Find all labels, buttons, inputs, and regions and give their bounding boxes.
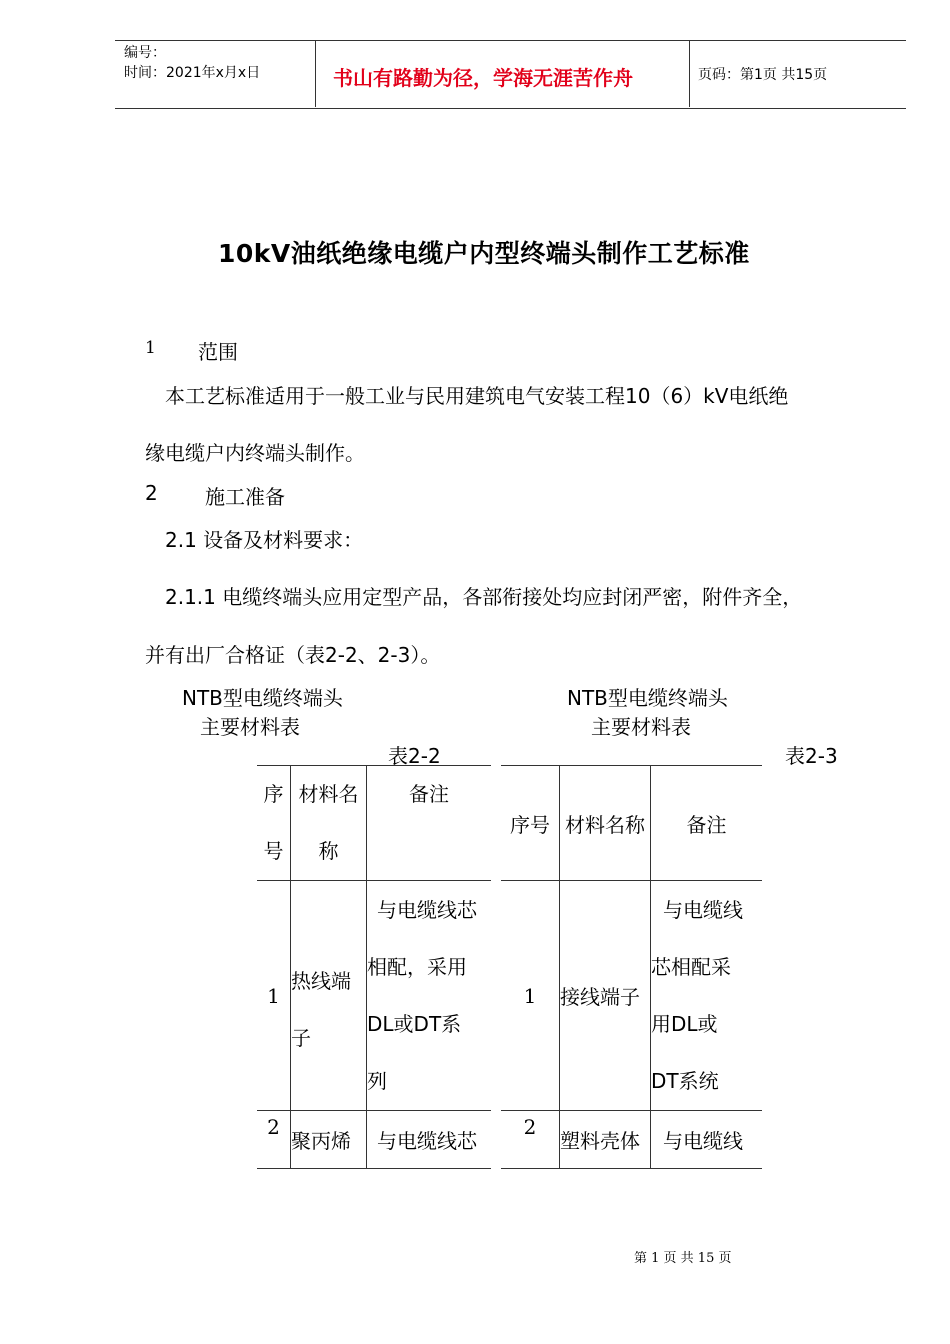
header-no: 序号 xyxy=(510,812,550,837)
header-no: 序 号 xyxy=(263,782,284,863)
motto: 书山有路勤为径，学海无涯苦作舟 xyxy=(333,66,633,90)
row1-note: 与电缆线芯 相配，采用 DL或DT系 列 xyxy=(367,881,492,1111)
header-name: 材料名称 xyxy=(560,766,651,881)
header-note: 备注 xyxy=(367,766,492,881)
header-divider xyxy=(689,40,690,107)
row2-no: 2 xyxy=(523,1115,537,1139)
table-row xyxy=(501,881,762,1111)
row1-name: 热线端 子 xyxy=(291,881,367,1111)
section-2-number: 2 xyxy=(145,481,158,505)
time-label: 时间：2021年x月x日 xyxy=(124,65,261,81)
row1-note: 与电缆线 芯相配采 用DL或 DT系统 xyxy=(651,881,763,1111)
section-1-number: 1 xyxy=(145,338,156,358)
material-table-2-3 xyxy=(501,765,762,1169)
row2-no: 2 xyxy=(267,1115,280,1139)
section-2-1-1-line2: 并有出厂合格证（表2-2、2-3）。 xyxy=(145,643,441,667)
section-1-text-line1: 本工艺标准适用于一般工业与民用建筑电气安装工程10（6）kV电纸绝 xyxy=(165,384,789,408)
material-table-2-2 xyxy=(257,765,491,1169)
row2-note: 与电缆线 xyxy=(651,1111,763,1169)
table-2-3-caption-line1: NTB型电缆终端头 xyxy=(567,686,728,710)
row2-name: 塑料壳体 xyxy=(560,1111,651,1169)
section-1-title: 范围 xyxy=(198,340,238,364)
row2-note: 与电缆线芯 xyxy=(367,1111,492,1169)
section-1-text-line2: 缘电缆户内终端头制作。 xyxy=(145,441,365,465)
table-2-2-label: 表2-2 xyxy=(388,744,441,768)
page-footer: 第 1 页 共 15 页 xyxy=(634,1251,732,1266)
header-note: 备注 xyxy=(651,766,763,881)
table-row xyxy=(257,1111,491,1169)
table-2-2-caption-line2: 主要材料表 xyxy=(200,715,300,739)
row1-name: 接线端子 xyxy=(560,881,651,1111)
page-info: 页码：第1页 共15页 xyxy=(698,67,828,83)
number-label: 编号： xyxy=(124,45,166,61)
section-2-title: 施工准备 xyxy=(205,485,285,509)
section-2-1-1-line1: 2.1.1 电缆终端头应用定型产品，各部衔接处均应封闭严密，附件齐全， xyxy=(165,585,803,609)
table-2-2-caption-line1: NTB型电缆终端头 xyxy=(182,686,343,710)
table-row xyxy=(257,881,491,1111)
header-name: 材料名 称 xyxy=(291,766,367,881)
table-2-3-label: 表2-3 xyxy=(785,744,838,768)
table-header-row xyxy=(257,766,491,881)
table-2-3-caption-line2: 主要材料表 xyxy=(591,715,691,739)
page-title: 10kV油纸绝缘电缆户内型终端头制作工艺标准 xyxy=(218,239,750,268)
row2-name: 聚丙烯 xyxy=(291,1111,367,1169)
row1-no: 1 xyxy=(267,983,280,1008)
table-row xyxy=(501,1111,762,1169)
table-header-row xyxy=(501,766,762,881)
row1-no: 1 xyxy=(523,983,537,1008)
section-2-1: 2.1 设备及材料要求： xyxy=(165,528,364,552)
header-divider xyxy=(315,40,316,107)
